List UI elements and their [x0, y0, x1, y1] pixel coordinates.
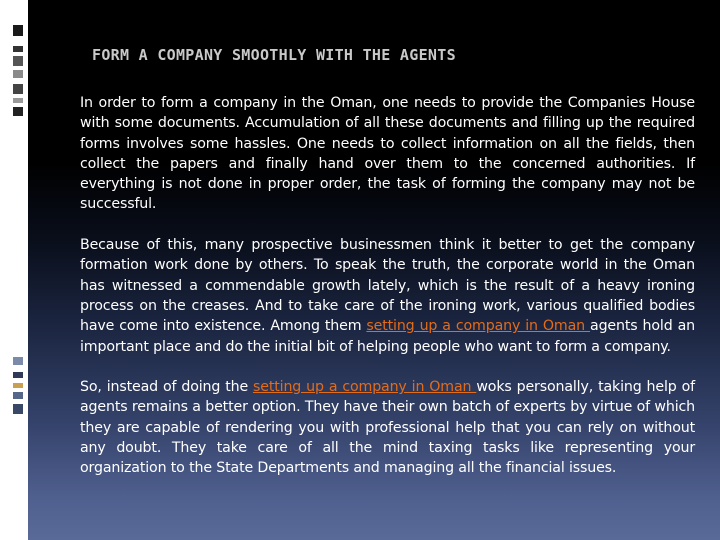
- paragraph-agents: [80, 235, 695, 357]
- paragraph-text: woks personally, taking help of agents remains a better option. They have their own batch of experts by virtue of which they are capable of rendering you with professional help that you can rely on without any doubt. They take care of all the mind taxing tasks like representing your organization to the State Departments and managing all the financial issues.: [80, 379, 695, 477]
- decor-square: [13, 107, 23, 116]
- decor-square: [13, 25, 23, 36]
- decor-square: [13, 357, 23, 365]
- decor-square: [13, 46, 23, 52]
- setting-up-company-link[interactable]: setting up a company in Oman: [366, 318, 591, 335]
- paragraph-intro: In order to form a company in the Oman, one needs to provide the Companies House with some documents. Accumulation of all these documents and filling up the required forms involves some hassles. One needs to collect information on all the fields, then collect the papers and finally hand over them to the concerned authorities. If everything is not done in proper order, the task of forming the company may not be successful.: [80, 95, 695, 213]
- paragraph-text: Because of this, many prospective businessmen think it better to get the company formation work done by others. To speak the truth, the corporate world in the Oman has witnessed a commendable growth lately, which is the result of a heavy ironing process on the creases. And to take care of the ironing work, various qualified bodies have come into existence. Among them: [80, 237, 695, 335]
- body-content: [80, 93, 695, 479]
- slide-title: FORM A COMPANY SMOOTHLY WITH THE AGENTS: [92, 46, 456, 64]
- paragraph-text: agents hold an important place and do the initial bit of helping people who want to form a company.: [80, 318, 695, 355]
- decor-square: [13, 84, 23, 94]
- setting-up-company-link[interactable]: setting up a company in Oman: [253, 379, 477, 396]
- decor-square: [13, 404, 23, 414]
- decor-square: [13, 98, 23, 103]
- paragraph-help: [80, 377, 695, 478]
- decor-square: [13, 70, 23, 78]
- decor-square: [13, 372, 23, 378]
- decor-square: [13, 383, 23, 388]
- decor-square: [13, 56, 23, 66]
- paragraph-text: So, instead of doing the: [80, 379, 254, 396]
- decor-square: [13, 392, 23, 399]
- left-edge-strip: [0, 0, 28, 540]
